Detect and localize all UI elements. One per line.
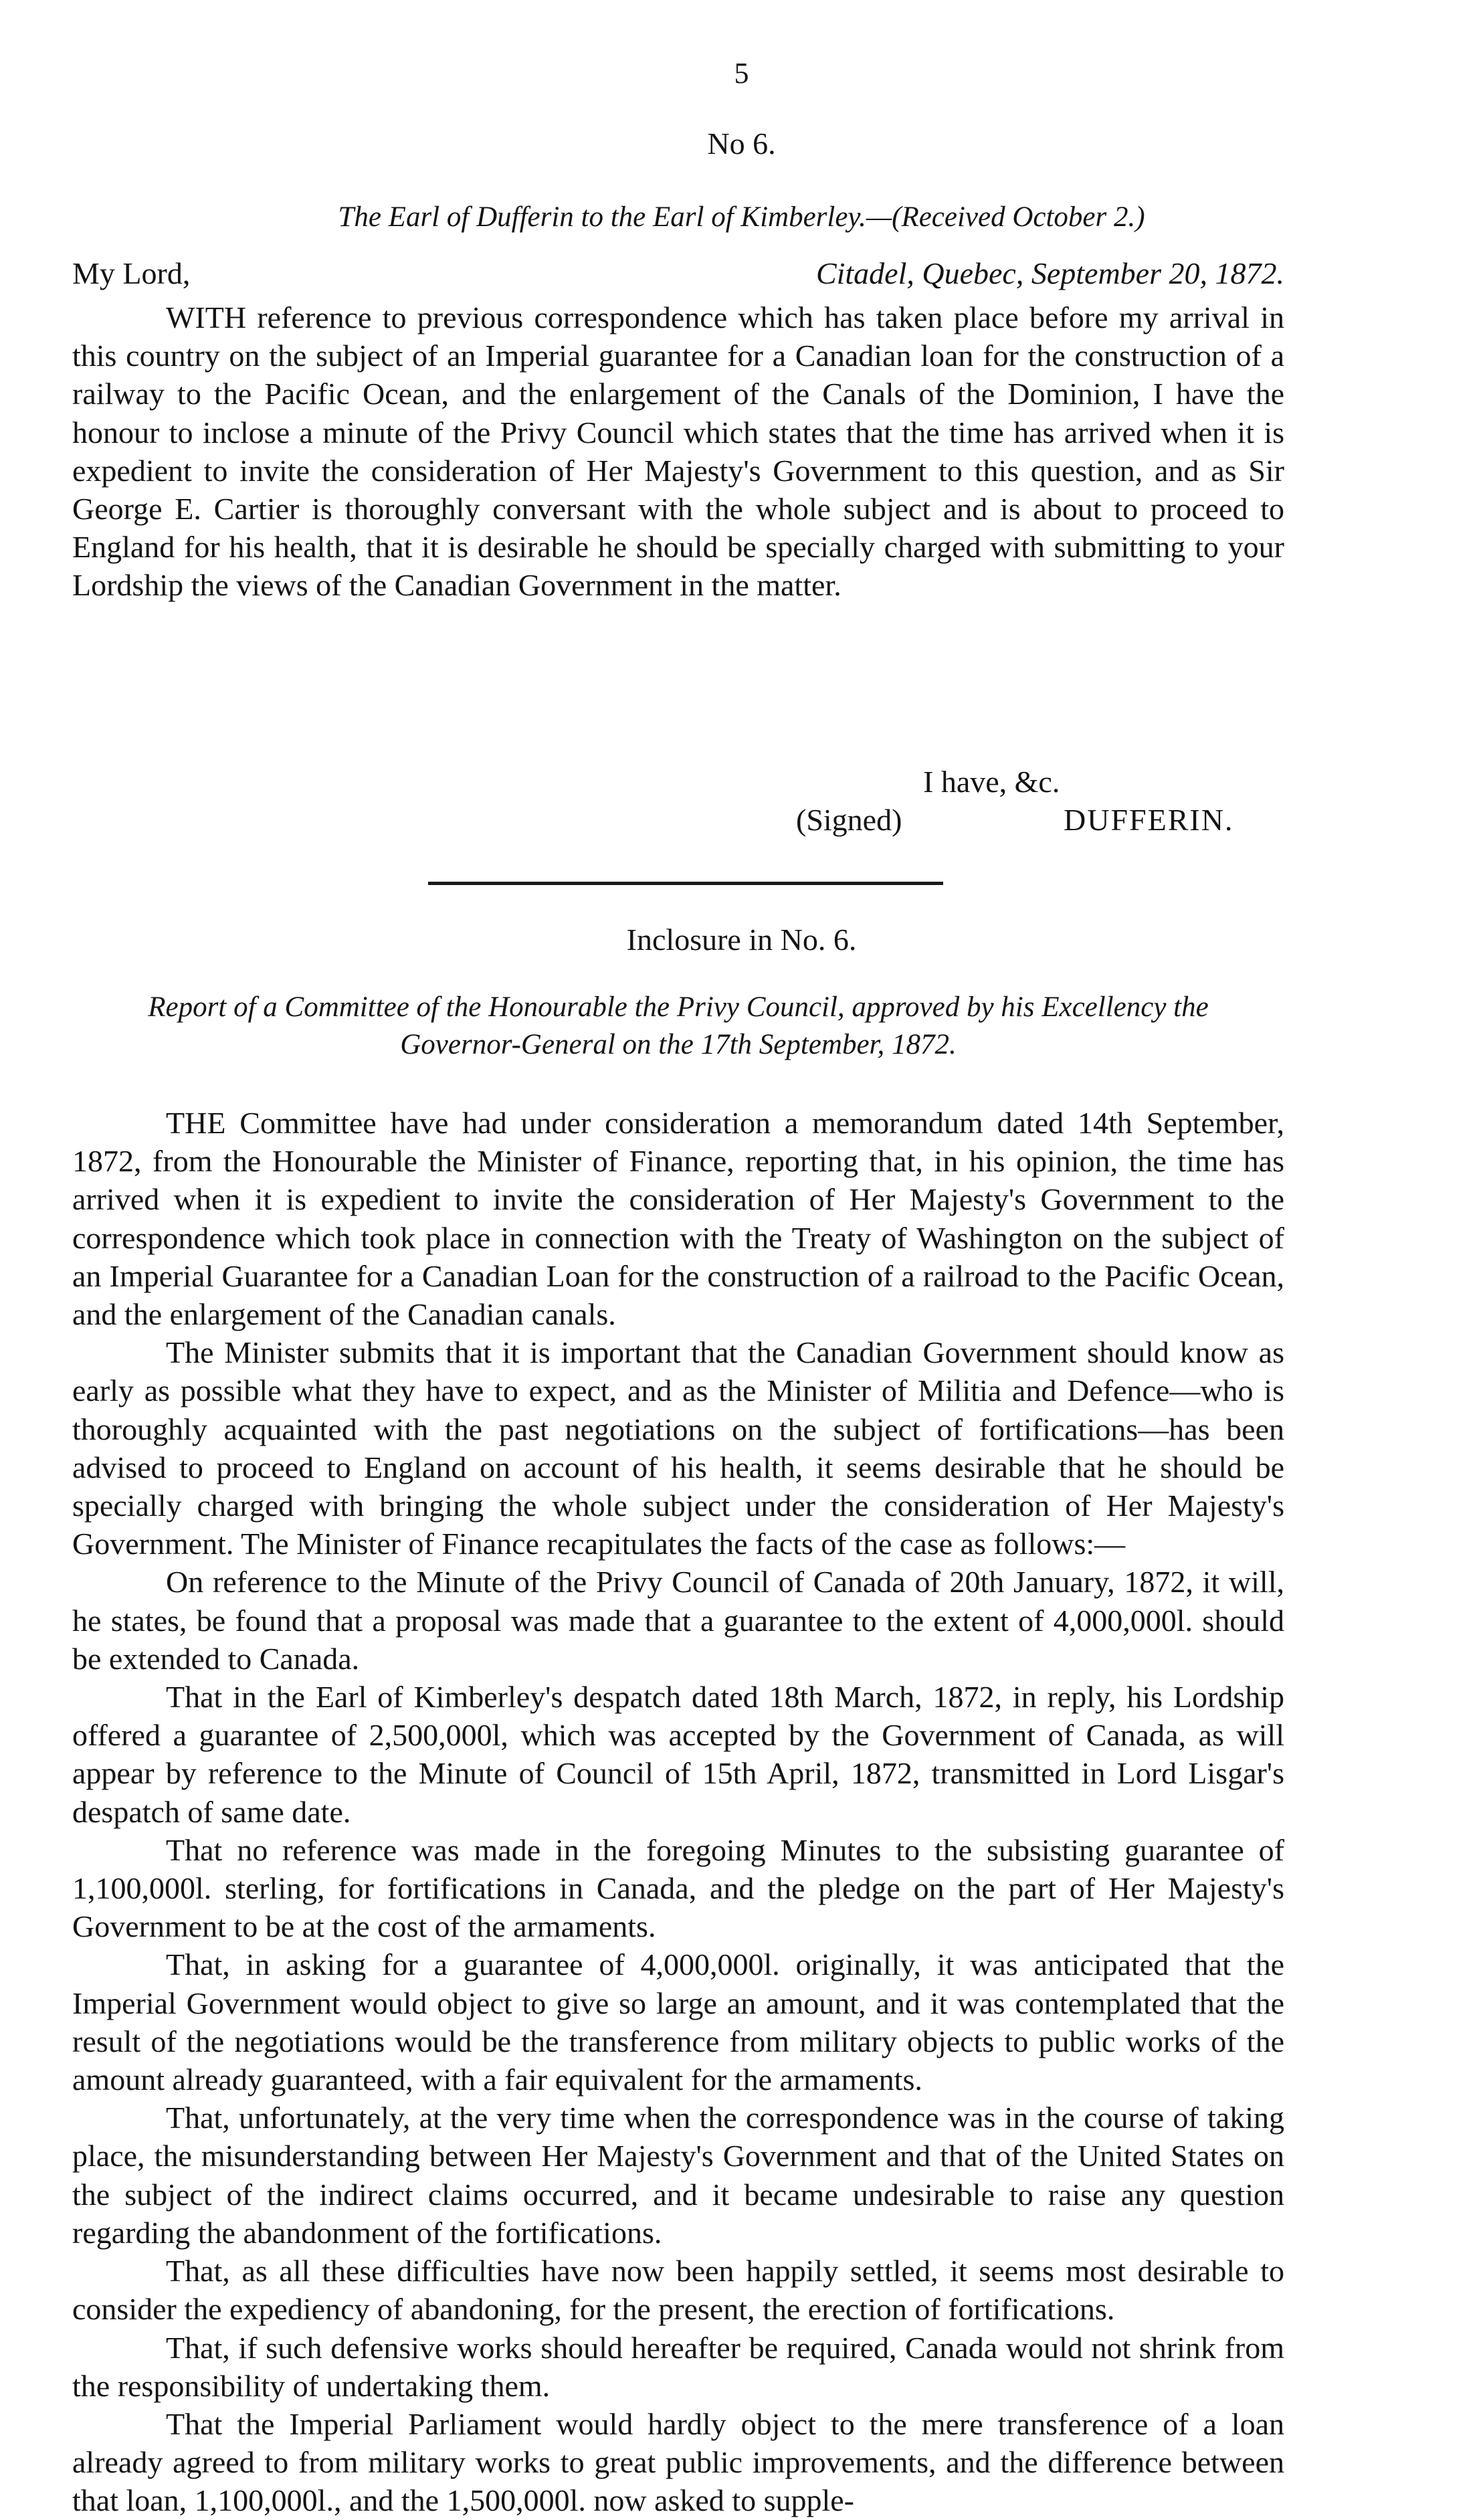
document-number: No 6. [707,126,776,161]
letter-body [72,298,1284,605]
report-paragraph: That, in asking for a guarantee of 4,000,000l. originally, it was anticipated that the Imperial Government would object to give so large an amount, and it was contemplated that the result of the negotiations would be the transference from military objects to public works of the amount already guaranteed, with a fair equivalent for the armaments. [72,1947,1284,2097]
section-divider [428,882,943,885]
signature-line [796,802,1284,838]
report-paragraph: That, as all these difficulties have now been happily settled, it seems most desirable to consider the expediency of abandoning, for the present, the erection of fortifications. [72,2254,1284,2327]
report-title [72,989,1284,1064]
report-paragraph: THE Committee have had under consideration a memorandum dated 14th September, 1872, from the Honourable the Minister of Finance, reporting that, in his opinion, the time has arrived when it is expedient to invite the consideration of Her Majesty's Government to the correspondence which took place in connection with the Treaty of Washington on the subject of an Imperial Guarantee for a Canadian Loan for the construction of a railroad to the Pacific Ocean, and the enlargement of the Canadian canals. [72,1106,1284,1332]
page-number: 5 [734,57,749,90]
report-paragraph: That, if such defensive works should hereafter be required, Canada would not shrink from the responsibility of undertaking them. [72,2330,1284,2403]
salutation: My Lord, [72,256,191,290]
report-title-line: Governor-General on the 17th September, 1872. [400,1029,957,1060]
report-paragraph: On reference to the Minute of the Privy Council of Canada of 20th January, 1872, it will, he states, be found that a proposal was made that a guarantee to the extent of 4,000,000l. should be extended to Canada. [72,1565,1284,1676]
report-paragraph: That no reference was made in the foregoing Minutes to the subsisting guarantee of 1,100,000l. sterling, for fortifications in Canada, and the pledge on the part of Her Majesty's Government to be at the cost of the armaments. [72,1832,1284,1944]
signature: DUFFERIN. [1064,803,1234,837]
report-paragraph: That the Imperial Parliament would hardly object to the mere transference of a loan already agreed to from military works to great public improvements, and the difference between that loan, 1,100,000l., and the 1,500,000l. now asked to supple- [72,2406,1284,2518]
place-date: Citadel, Quebec, September 20, 1872. [815,256,1284,290]
report-body [72,1104,1284,2520]
salutation-row [72,256,1284,291]
inclosure-title: Inclosure in No. 6. [626,923,857,957]
report-paragraph: The Minister submits that it is important that the Canadian Government should know as early as possible what they have to expect, and as the Minister of Militia and Defence—who is thoroughly acquainted with the past negotiations on the subject of fortifications—has been advised to proceed to England on account of his health, it seems desirable that he should be specially charged with bringing the whole subject under the consideration of Her Majesty's Government. The Minister of Finance recapitulates the facts of the case as follows:— [72,1335,1284,1561]
report-title-line: Report of a Committee of the Honourable the Privy Council, approved by his Excellency the [148,991,1209,1023]
signed-label: (Signed) [796,803,902,837]
report-paragraph: That in the Earl of Kimberley's despatch dated 18th March, 1872, in reply, his Lordship offered a guarantee of 2,500,000l, which was accepted by the Government of Canada, as will appear by reference to the Minute of Council of 15th April, 1872, transmitted in Lord Lisgar's despatch of same date. [72,1680,1284,1829]
letter-caption: The Earl of Dufferin to the Earl of Kimberley.—(Received October 2.) [338,201,1145,233]
letter-closing: I have, &c. [923,765,1060,799]
report-paragraph: That, unfortunately, at the very time when the correspondence was in the course of taking place, the misunderstanding between Her Majesty's Government and that of the United States on the subject of the indirect claims occurred, and it became undesirable to raise any question regarding the abandonment of the fortifications. [72,2101,1284,2250]
letter-paragraph: WITH reference to previous correspondence which has taken place before my arrival in this country on the subject of an Imperial guarantee for a Canadian loan for the construction of a railway to the Pacific Ocean, and the enlargement of the Canals of the Dominion, I have the honour to inclose a minute of the Privy Council which states that the time has arrived when it is expedient to invite the consideration of Her Majesty's Government to this question, and as Sir George E. Cartier is thoroughly conversant with the whole subject and is about to proceed to England for his health, that it is desirable he should be specially charged with submitting to your Lordship the views of the Canadian Government in the matter. [72,300,1284,603]
